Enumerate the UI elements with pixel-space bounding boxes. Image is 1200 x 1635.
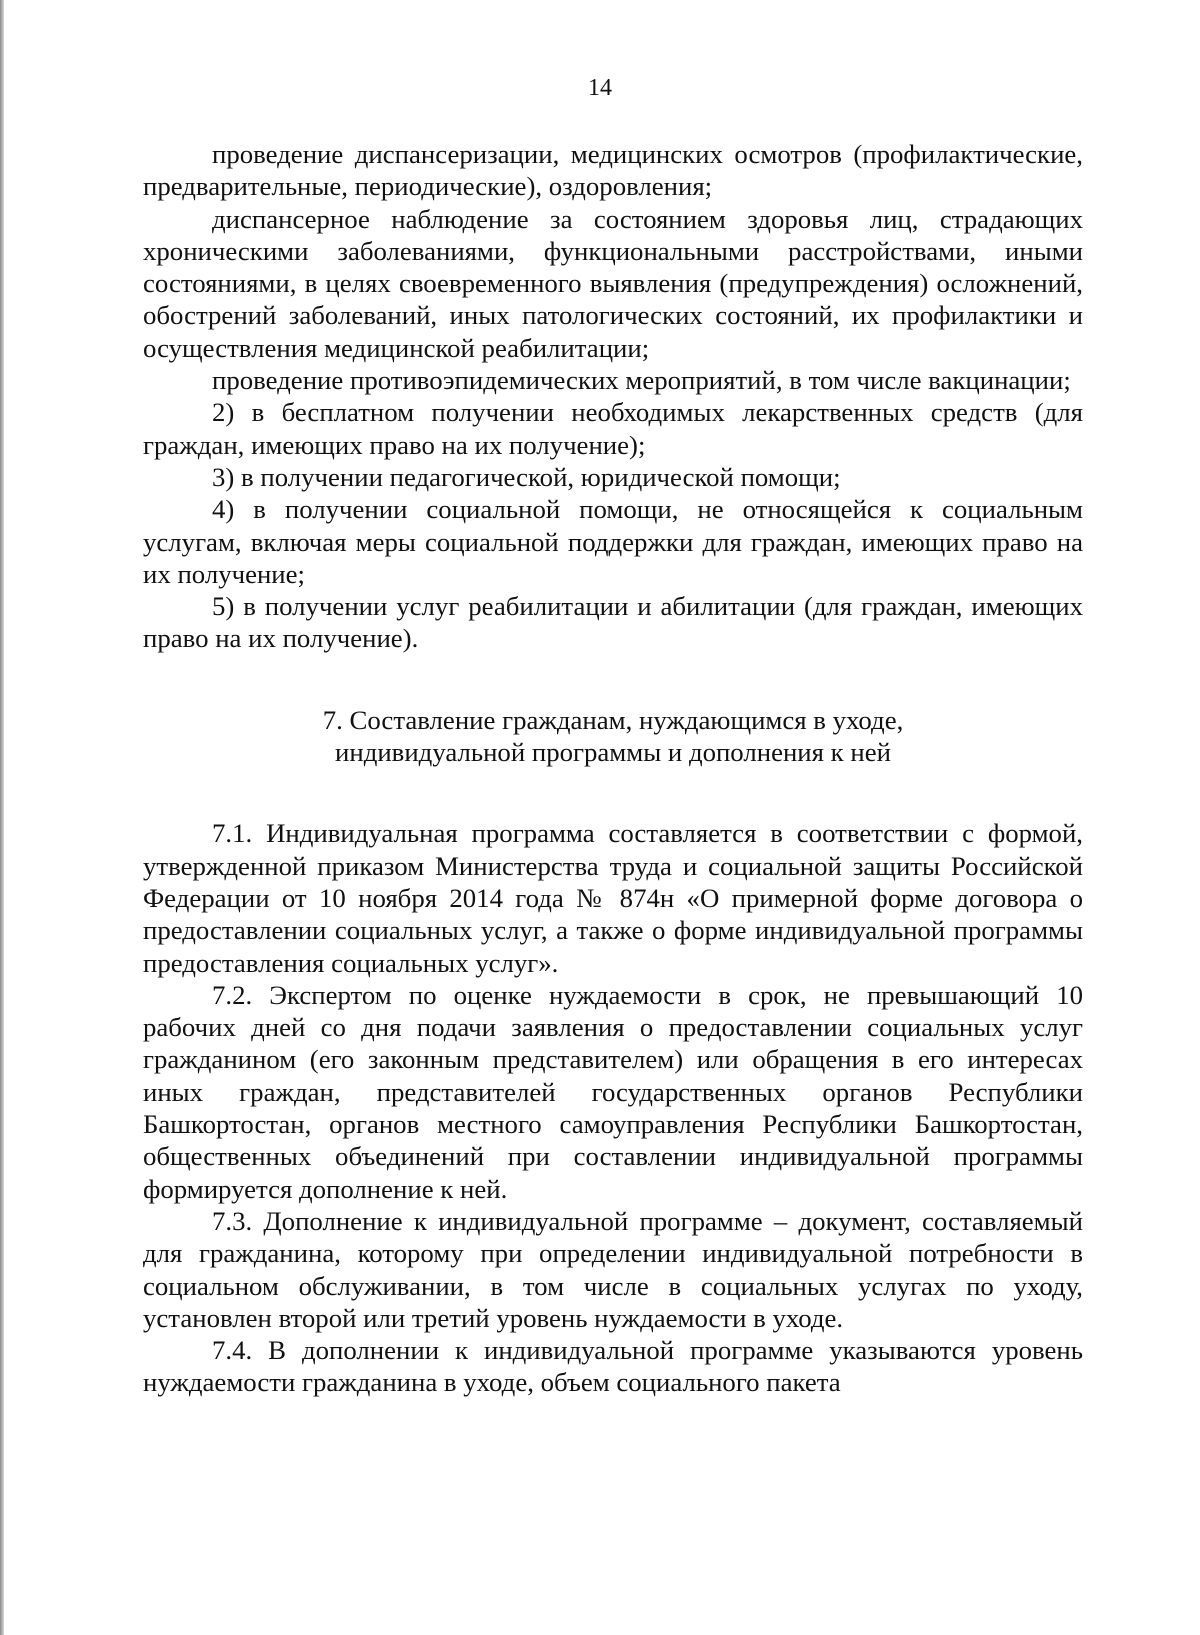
section-heading <box>143 704 1083 769</box>
list-item: 4) в получении социальной помощи, не относящейся к социальным услугам, включая меры социальной поддержки для граждан, имеющих право на их получение; <box>143 494 1083 589</box>
clause-7-4: 7.4. В дополнении к индивидуальной программе указываются уровень нуждаемости гражданина в уходе, объем социального пакета <box>143 1335 1083 1398</box>
list-item: 2) в бесплатном получении необходимых лекарственных средств (для граждан, имеющих право на их получение); <box>143 397 1083 460</box>
list-item: 5) в получении услуг реабилитации и абилитации (для граждан, имеющих право на их получение). <box>143 591 1083 654</box>
list-item: 3) в получении педагогической, юридической помощи; <box>212 461 841 492</box>
paragraph: диспансерное наблюдение за состоянием здоровья лиц, страдающих хроническими заболеваниями, функциональными расстройствами, иными состояниями, в целях своевременного выявления (предупреждения) осложнений, обострений заболеваний, иных патологических состояний, их профилактики и осуществления медицинской реабилитации; <box>143 203 1083 363</box>
section-heading-line-1: 7. Составление гражданам, нуждающимся в уходе, <box>322 704 904 735</box>
section-heading-line-2: индивидуальной программы и дополнения к ней <box>335 737 891 768</box>
paragraph: проведение диспансеризации, медицинских осмотров (профилактические, предварительные, периодические), оздоровления; <box>143 139 1083 202</box>
paragraph: проведение противоэпидемических мероприятий, в том числе вакцинации; <box>212 365 1071 396</box>
page-number: 14 <box>588 75 612 101</box>
clause-7-2: 7.2. Экспертом по оценке нуждаемости в срок, не превышающий 10 рабочих дней со дня подачи заявления о предоставлении социальных услуг гражданином (его законным представителем) или обращения в его интересах иных граждан, представителей государственных органов Республики Башкортостан, органов местного самоуправления Республики Башкортостан, общественных объединений при составлении индивидуальной программы формируется дополнение к ней. <box>143 979 1083 1204</box>
clause-7-1: 7.1. Индивидуальная программа составляется в соответствии с формой, утвержденной приказом Министерства труда и социальной защиты Российской Федерации от 10 ноября 2014 года № 874н «О примерной форме договора о предоставлении социальных услуг, а также о форме индивидуальной программы предоставления социальных услуг». <box>143 818 1083 978</box>
document-body <box>143 138 1083 1399</box>
clause-7-3: 7.3. Дополнение к индивидуальной программе – документ, составляемый для гражданина, которому при определении индивидуальной потребности в социальном обслуживании, в том числе в социальных услугах по уходу, установлен второй или третий уровень нуждаемости в уходе. <box>143 1205 1083 1333</box>
scan-edge <box>0 0 4 1635</box>
